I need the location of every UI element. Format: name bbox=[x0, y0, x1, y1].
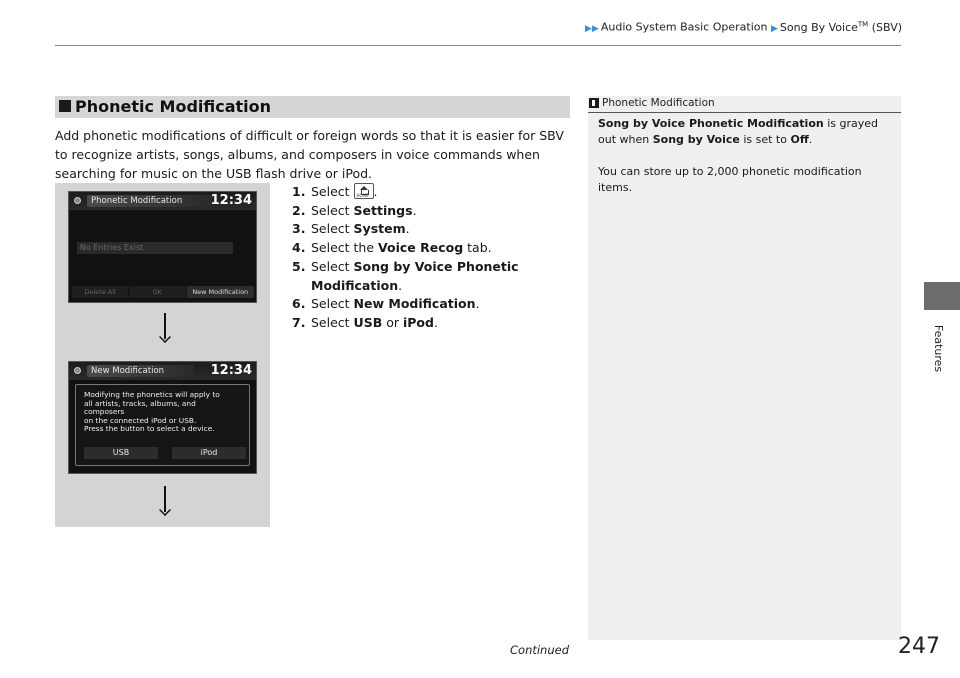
step-4: 4. Select the Voice Recog tab. bbox=[292, 240, 492, 256]
new-modification-button[interactable]: New Modification bbox=[187, 286, 255, 298]
step-3: 3. Select System. bbox=[292, 221, 410, 237]
step-6: 6. Select New Modification. bbox=[292, 296, 480, 312]
steps-list bbox=[292, 183, 562, 333]
step-1: 1. Select HOME . bbox=[292, 184, 378, 199]
breadcrumb-item-sbv[interactable]: Song By Voice™ (SBV) bbox=[779, 20, 903, 34]
screen-clock: 12:34 bbox=[210, 363, 252, 378]
down-arrow-icon bbox=[159, 313, 173, 343]
side-note-title: Phonetic Modification bbox=[602, 97, 715, 109]
screen-button-bar bbox=[72, 286, 255, 298]
status-dot-icon bbox=[74, 197, 81, 204]
side-note-header bbox=[588, 96, 901, 113]
ipod-button[interactable]: iPod bbox=[172, 447, 246, 459]
note-paragraph-1: Song by Voice Phonetic Modification is grayed out when Song by Voice is set to Off. bbox=[598, 117, 879, 146]
status-dot-icon bbox=[74, 367, 81, 374]
screen-topbar bbox=[69, 362, 256, 380]
section-square-icon bbox=[59, 100, 71, 112]
ok-button[interactable]: OK bbox=[129, 286, 185, 298]
breadcrumb-arrow-icon: ▶ bbox=[770, 23, 778, 34]
figure-panel bbox=[55, 183, 270, 527]
breadcrumb bbox=[585, 20, 905, 34]
chapter-tab-marker bbox=[924, 282, 960, 310]
side-note-body bbox=[598, 116, 888, 212]
step-7: 7. Select USB or iPod. bbox=[292, 314, 438, 330]
page-number: 247 bbox=[898, 634, 940, 659]
continued-label: Continued bbox=[510, 643, 570, 657]
chapter-tab-label: Features bbox=[932, 324, 946, 373]
header-divider bbox=[55, 45, 901, 46]
screen-topbar bbox=[69, 192, 256, 210]
step-2: 2. Select Settings. bbox=[292, 202, 417, 218]
screen-title: New Modification bbox=[87, 365, 194, 377]
step-5: 5. Select Song by Voice Phonetic Modification. bbox=[292, 258, 519, 293]
breadcrumb-arrow-icon: ▶▶ bbox=[585, 23, 599, 34]
screen-new-modification bbox=[68, 361, 257, 474]
note-paragraph-2: You can store up to 2,000 phonetic modification items. bbox=[598, 165, 862, 194]
breadcrumb-item-audio-system[interactable]: Audio System Basic Operation bbox=[600, 20, 768, 34]
note-marker-icon bbox=[589, 98, 599, 108]
usb-button[interactable]: USB bbox=[84, 447, 158, 459]
dialog-message: Modifying the phonetics will apply to all artists, tracks, albums, and composers on the connected iPod or USB. Press the button to select a device. bbox=[84, 390, 220, 434]
section-title: Phonetic Modification bbox=[75, 97, 272, 116]
screen-title: Phonetic Modification bbox=[87, 195, 212, 207]
empty-list-message: No Entries Exist bbox=[77, 242, 233, 254]
screen-clock: 12:34 bbox=[210, 193, 252, 208]
screen-phonetic-modification bbox=[68, 191, 257, 303]
section-header bbox=[55, 96, 570, 118]
home-icon: HOME bbox=[354, 183, 374, 199]
intro-paragraph: Add phonetic modifications of difficult or foreign words so that it is easier for SBV to recognize artists, songs, albums, and composers in voice commands when searching for music on the USB flash drive or iPod. bbox=[55, 128, 564, 181]
delete-all-button[interactable]: Delete All bbox=[72, 286, 128, 298]
side-note bbox=[588, 96, 901, 640]
message-dialog bbox=[75, 384, 250, 466]
down-arrow-icon bbox=[159, 486, 173, 516]
